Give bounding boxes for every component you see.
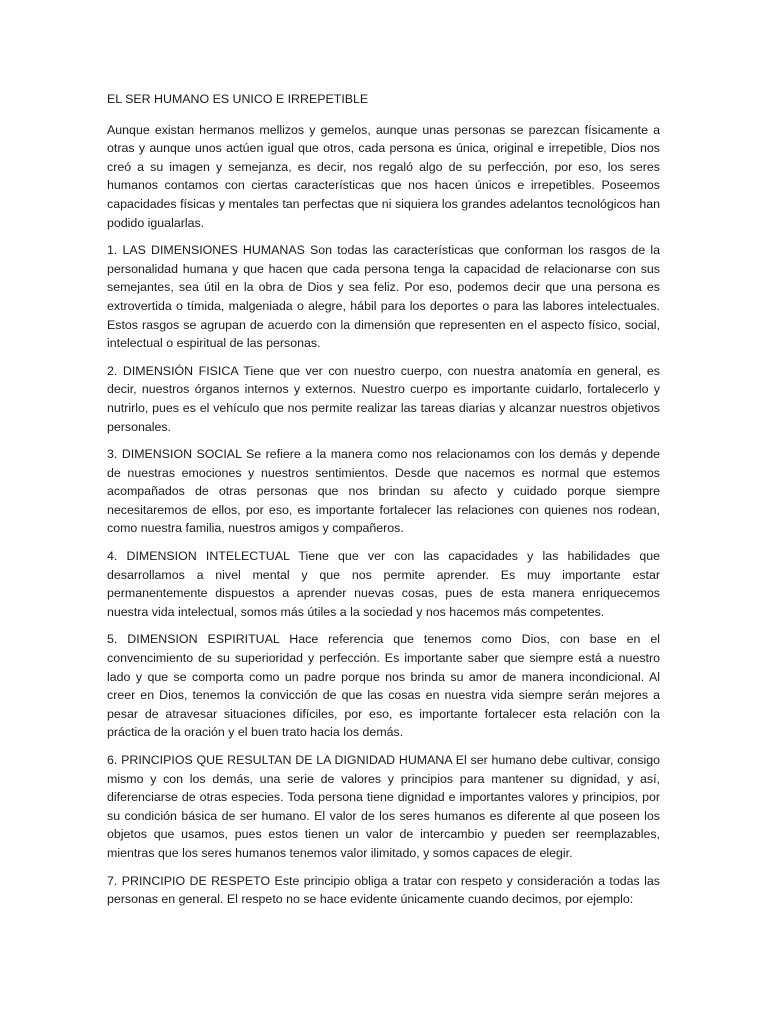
section-principio-respeto: 7. PRINCIPIO DE RESPETO Este principio obliga a tratar con respeto y consideración a todas las personas en general. El respeto no se hace evidente únicamente cuando decimos, por ejemplo: (107, 873, 660, 907)
section-dimensiones-humanas: 1. LAS DIMENSIONES HUMANAS Son todas las características que conforman los rasgos de la personalidad humana y que hacen que cada persona tenga la capacidad de relacionarse con sus semejantes, sea útil en la obra de Dios y sea feliz. Por eso, podemos decir que una persona es extrovertida o tímida, malgeniada o alegre, hábil para los deportes o para las labores intelectuales. Estos rasgos se agrupan de acuerdo con la dimensión que representen en el aspecto físico, social, intelectual o espiritual de las personas. (107, 243, 660, 351)
section-dimension-intelectual: 4. DIMENSION INTELECTUAL Tiene que ver con las capacidades y las habilidades que desarrollamos a nivel mental y que nos permite aprender. Es muy importante estar permanentemente dispuestos a aprender nuevas cosas, pues de esta manera enriquecemos nuestra vida intelectual, somos más útiles a la sociedad y nos hacemos más competentes. (107, 549, 660, 619)
intro-paragraph: Aunque existan hermanos mellizos y gemelos, aunque unas personas se parezcan físicamente a otras y aunque unos actúen igual que otros, cada persona es única, original e irrepetible, Dios nos creó a su imagen y semejanza, es decir, nos regaló algo de su perfección, por eso, los seres humanos contamos con ciertas características que nos hacen únicos e irrepetibles. Poseemos capacidades físicas y mentales tan perfectas que ni siquiera los grandes adelantos tecnológicos han podido igualarlas. (107, 122, 660, 230)
section-dimension-espiritual: 5. DIMENSION ESPIRITUAL Hace referencia que tenemos como Dios, con base en el convencimiento de su superioridad y perfección. Es importante saber que siempre está a nuestro lado y que se comporta como un padre porque nos brinda su amor de manera incondicional. Al creer en Dios, tenemos la convicción de que las cosas en nuestra vida siempre serán mejores a pesar de atravesar situaciones difíciles, por eso, es importante fortalecer esta relación con la práctica de la oración y el buen trato hacia los demás. (107, 632, 660, 740)
section-principios-dignidad: 6. PRINCIPIOS QUE RESULTAN DE LA DIGNIDAD HUMANA El ser humano debe cultivar, consigo mismo y con los demás, una serie de valores y principios para mantener su dignidad, y así, diferenciarse de otras especies. Toda persona tiene dignidad e importantes valores y principios, por su condición básica de ser humano. El valor de los seres humanos es diferente al que poseen los objetos que usamos, pues estos tienen un valor de intercambio y pueden ser reemplazables, mientras que los seres humanos tenemos valor ilimitado, y somos capaces de elegir. (107, 753, 660, 860)
section-dimension-social: 3. DIMENSION SOCIAL Se refiere a la manera como nos relacionamos con los demás y depende de nuestras emociones y nuestros sentimientos. Desde que nacemos es normal que estemos acompañados de otras personas que nos brindan su afecto y cuidado porque siempre necesitaremos de ellos, por eso, es importante fortalecer las relaciones con quienes nos rodean, como nuestra familia, nuestros amigos y compañeros. (107, 447, 660, 536)
section-dimension-fisica: 2. DIMENSIÓN FISICA Tiene que ver con nuestro cuerpo, con nuestra anatomía en general, es decir, nuestros órganos internos y externos. Nuestro cuerpo es importante cuidarlo, fortalecerlo y nutrirlo, pues es el vehículo que nos permite realizar las tareas diarias y alcanzar nuestros objetivos personales. (107, 363, 660, 434)
document-page (107, 90, 660, 918)
document-title: EL SER HUMANO ES UNICO E IRREPETIBLE (107, 92, 369, 106)
